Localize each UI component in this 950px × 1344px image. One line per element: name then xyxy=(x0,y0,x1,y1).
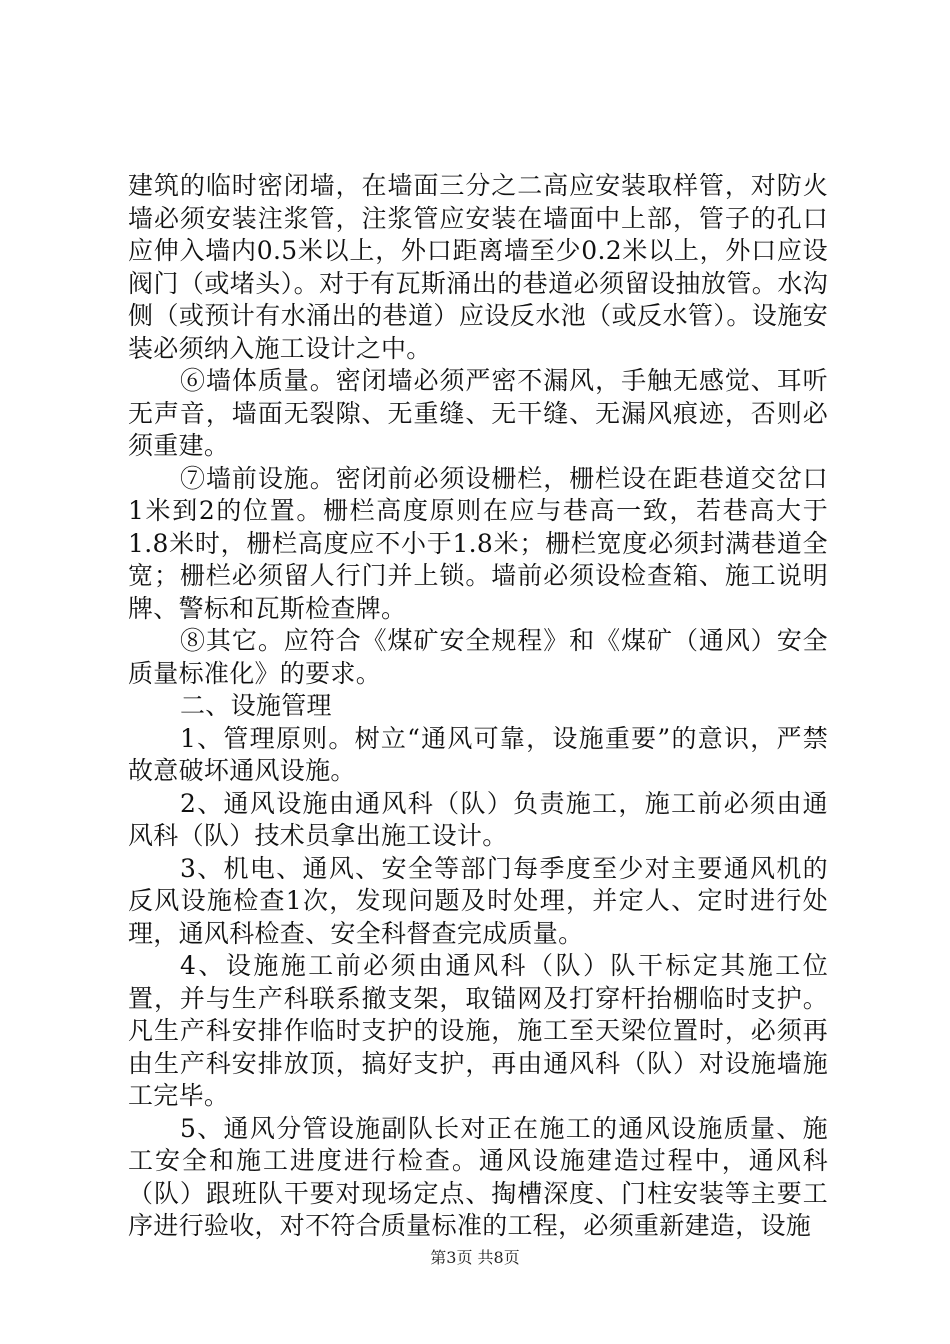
paragraph-front-facilities: ⑦墙前设施。密闭前必须设栅栏，栅栏设在距巷道交岔口1米到2的位置。栅栏高度原则在应与巷高一致，若巷高大于1.8米时，栅栏高度应不小于1.8米；栅栏宽度必须封满巷道全宽；栅栏必须留人行门并上锁。墙前必须设检查箱、施工说明牌、警标和瓦斯检查牌。 xyxy=(128,463,828,623)
paragraph-continuation: 建筑的临时密闭墙，在墙面三分之二高应安装取样管，对防火墙必须安装注浆管，注浆管应安装在墙面中上部，管子的孔口应伸入墙内0.5米以上，外口距离墙至少0.2米以上，外口应设阀门（或堵头）。对于有瓦斯涌出的巷道必须留设抽放管。水沟侧（或预计有水涌出的巷道）应设反水池（或反水管）。设施安装必须纳入施工设计之中。 xyxy=(128,171,828,363)
page-footer xyxy=(0,1245,950,1268)
paragraph-other: ⑧其它。应符合《煤矿安全规程》和《煤矿（通风）安全质量标准化》的要求。 xyxy=(128,626,828,688)
paragraph-wall-quality: ⑥墙体质量。密闭墙必须严密不漏风，手触无感觉、耳听无声音，墙面无裂隙、无重缝、无干缝、无漏风痕迹，否则必须重建。 xyxy=(128,366,828,460)
document-body xyxy=(128,170,828,1243)
section-heading-facility-management: 二、设施管理 xyxy=(180,691,332,720)
paragraph-item-4: 4、设施施工前必须由通风科（队）队干标定其施工位置，并与生产科联系撤支架，取锚网及打穿杆抬棚临时支护。凡生产科安排作临时支护的设施，施工至天梁位置时，必须再由生产科安排放顶，搞好支护，再由通风科（队）对设施墙施工完毕。 xyxy=(128,951,828,1110)
paragraph-item-2: 2、通风设施由通风科（队）负责施工，施工前必须由通风科（队）技术员拿出施工设计。 xyxy=(128,788,828,850)
paragraph-item-3: 3、机电、通风、安全等部门每季度至少对主要通风机的反风设施检查1次，发现问题及时处理，并定人、定时进行处理，通风科检查、安全科督查完成质量。 xyxy=(128,853,828,948)
page-number-label: 第3页 共8页 xyxy=(430,1248,520,1267)
paragraph-item-1: 1、管理原则。树立“通风可靠，设施重要”的意识，严禁故意破坏通风设施。 xyxy=(128,723,828,785)
paragraph-item-5: 5、通风分管设施副队长对正在施工的通风设施质量、施工安全和施工进度进行检查。通风设施建造过程中，通风科（队）跟班队干要对现场定点、掏槽深度、门柱安装等主要工序进行验收，对不符合质量标准的工程，必须重新建造，设施 xyxy=(128,1113,828,1240)
